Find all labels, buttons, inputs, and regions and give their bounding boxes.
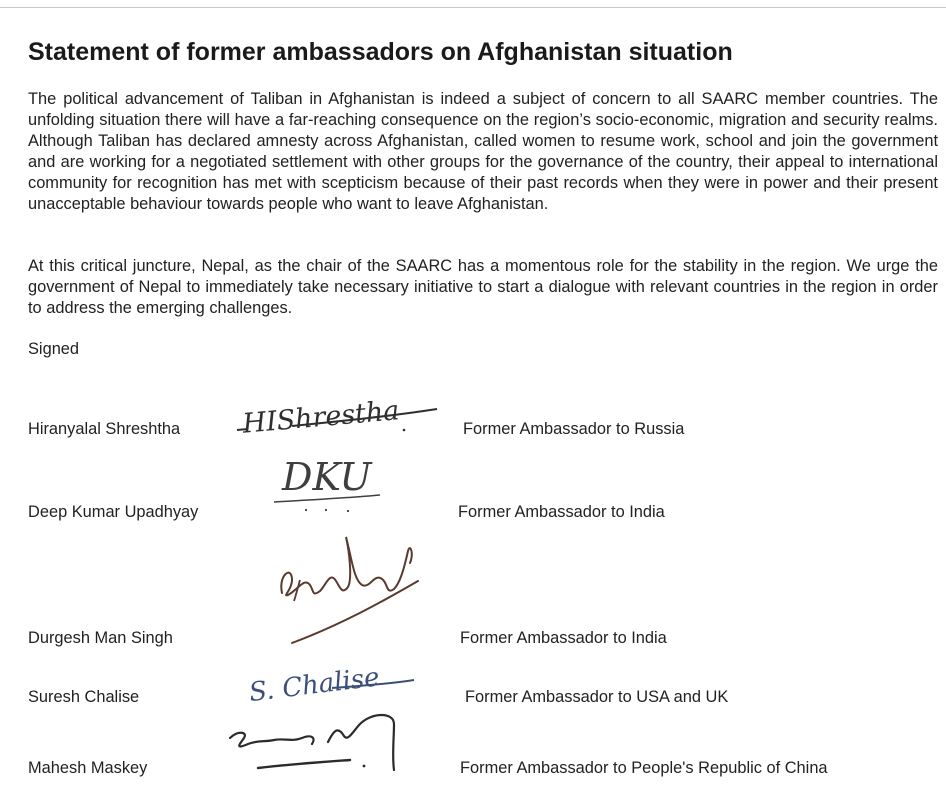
signatory-name-3: Durgesh Man Singh [28,629,173,647]
signature-text-2: DKU [282,455,372,499]
signatory-role-3: Former Ambassador to India [460,629,667,647]
signature-mahesh [222,708,407,778]
signature-hiranyalal [232,388,447,438]
statement-paragraph-1: The political advancement of Taliban in Afghanistan is indeed a subject of concern to all SAARC member countries. The unfolding situation there will have a far-reaching consequence on the region’s socio-economic, migration and security realms. Although Taliban has declared amnesty across Afghanistan, called women to resume work, school and join the government and are working for a negotiated settlement with other groups for the governance of the country, their appeal to international community for recognition has met with scepticism because of their past records when they were in power and their present unacceptable behaviour towards people who want to leave Afghanistan. [28,90,938,213]
signed-label: Signed [28,340,80,358]
signature-durgesh [270,525,425,650]
signatory-role-5: Former Ambassador to People's Republic of China [460,759,828,777]
page-title: Statement of former ambassadors on Afghanistan situation [28,38,733,66]
signature-text-4: S. Chalise [247,662,382,709]
signatory-name-2: Deep Kumar Upadhyay [28,503,199,521]
signature-deep-kumar [268,438,388,516]
signatory-name-4: Suresh Chalise [28,688,140,706]
signatory-role-1: Former Ambassador to Russia [463,420,685,438]
signatory-name-1: Hiranyalal Shreshtha [28,420,181,438]
signatory-role-4: Former Ambassador to USA and UK [465,688,729,706]
signature-text-1: HIShrestha [241,395,401,440]
signatory-name-5: Mahesh Maskey [28,759,148,777]
signatory-role-2: Former Ambassador to India [458,503,665,521]
statement-paragraph-2: At this critical juncture, Nepal, as the chair of the SAARC has a momentous role for the stability in the region. We urge the government of Nepal to immediately take necessary initiative to start a dialogue with relevant countries in the region in order to address the emerging challenges. [28,257,938,317]
signature-suresh [244,650,419,709]
top-divider [0,7,946,8]
